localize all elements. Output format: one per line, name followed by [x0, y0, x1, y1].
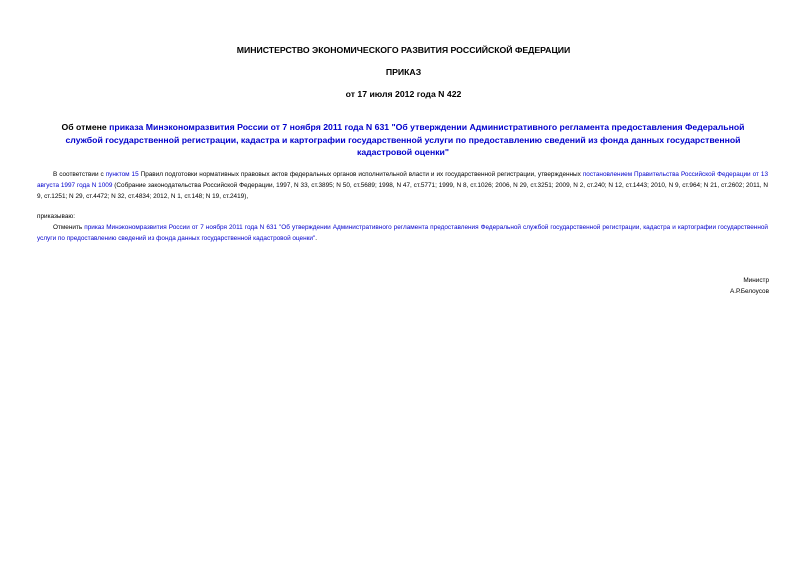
- order-631-link[interactable]: приказ Минэкономразвития России от 7 ноября 2011 года N 631 "Об утверждении Административного регламента предоставления Федеральной службой государственной регистрации, кадастра и картографии государственной услуги по предоставлению сведений из фонда данных государственной кадастровой оценки": [37, 224, 768, 242]
- preamble-text-b: Правил подготовки нормативных правовых актов федеральных органов исполнительной власти и их государственной регистрации, утвержденных: [138, 171, 583, 178]
- document-date: от 17 июля 2012 года N 422: [345, 89, 462, 99]
- order-text-b: .: [315, 235, 318, 242]
- ministry-name: МИНИСТЕРСТВО ЭКОНОМИЧЕСКОГО РАЗВИТИЯ РОССИЙСКОЙ ФЕДЕРАЦИИ: [236, 45, 571, 55]
- resolution-1009-link[interactable]: постановлением Правительства Российской Федерации от 13 августа 1997 года N 1009: [37, 171, 769, 189]
- order-paragraph: [37, 222, 768, 244]
- order-text-a: Отменить: [53, 224, 85, 231]
- preamble-text-a: В соответствии с: [53, 171, 106, 178]
- preamble-paragraph: [37, 169, 768, 202]
- signature-position: Министр: [743, 277, 769, 284]
- title-link[interactable]: приказа Минэкономразвития России от 7 ноября 2011 года N 631 "Об утверждении Административного регламента предоставления Федеральной службой государственной регистрации, кадастра и картографии государственной услуги по предоставлению сведений из фонда данных государственной кадастровой оценки": [65, 122, 745, 157]
- title-prefix: Об отмене: [61, 122, 110, 132]
- signature-name: А.Р.Белоусов: [729, 288, 769, 295]
- document-title: [52, 121, 754, 159]
- preamble-text-c: (Собрание законодательства Российской Федерации, 1997, N 33, ст.3895; N 50, ст.5689; 1998, N 47, ст.5771; 1999, N 8, ст.1026; 2006, N 29, ст.3251; 2009, N 2, ст.240; N 12, ст.1443; 2010, N 9, ст.964; N 21, ст.2602; 2011, N 9, ст.1251; N 29, ст.4472; N 32, ст.4834; 2012, N 1, ст.148; N 19, ст.2419),: [37, 182, 768, 200]
- document-type: ПРИКАЗ: [385, 67, 422, 77]
- order-word: приказываю:: [37, 213, 75, 220]
- point-15-link[interactable]: пунктом 15: [105, 171, 139, 178]
